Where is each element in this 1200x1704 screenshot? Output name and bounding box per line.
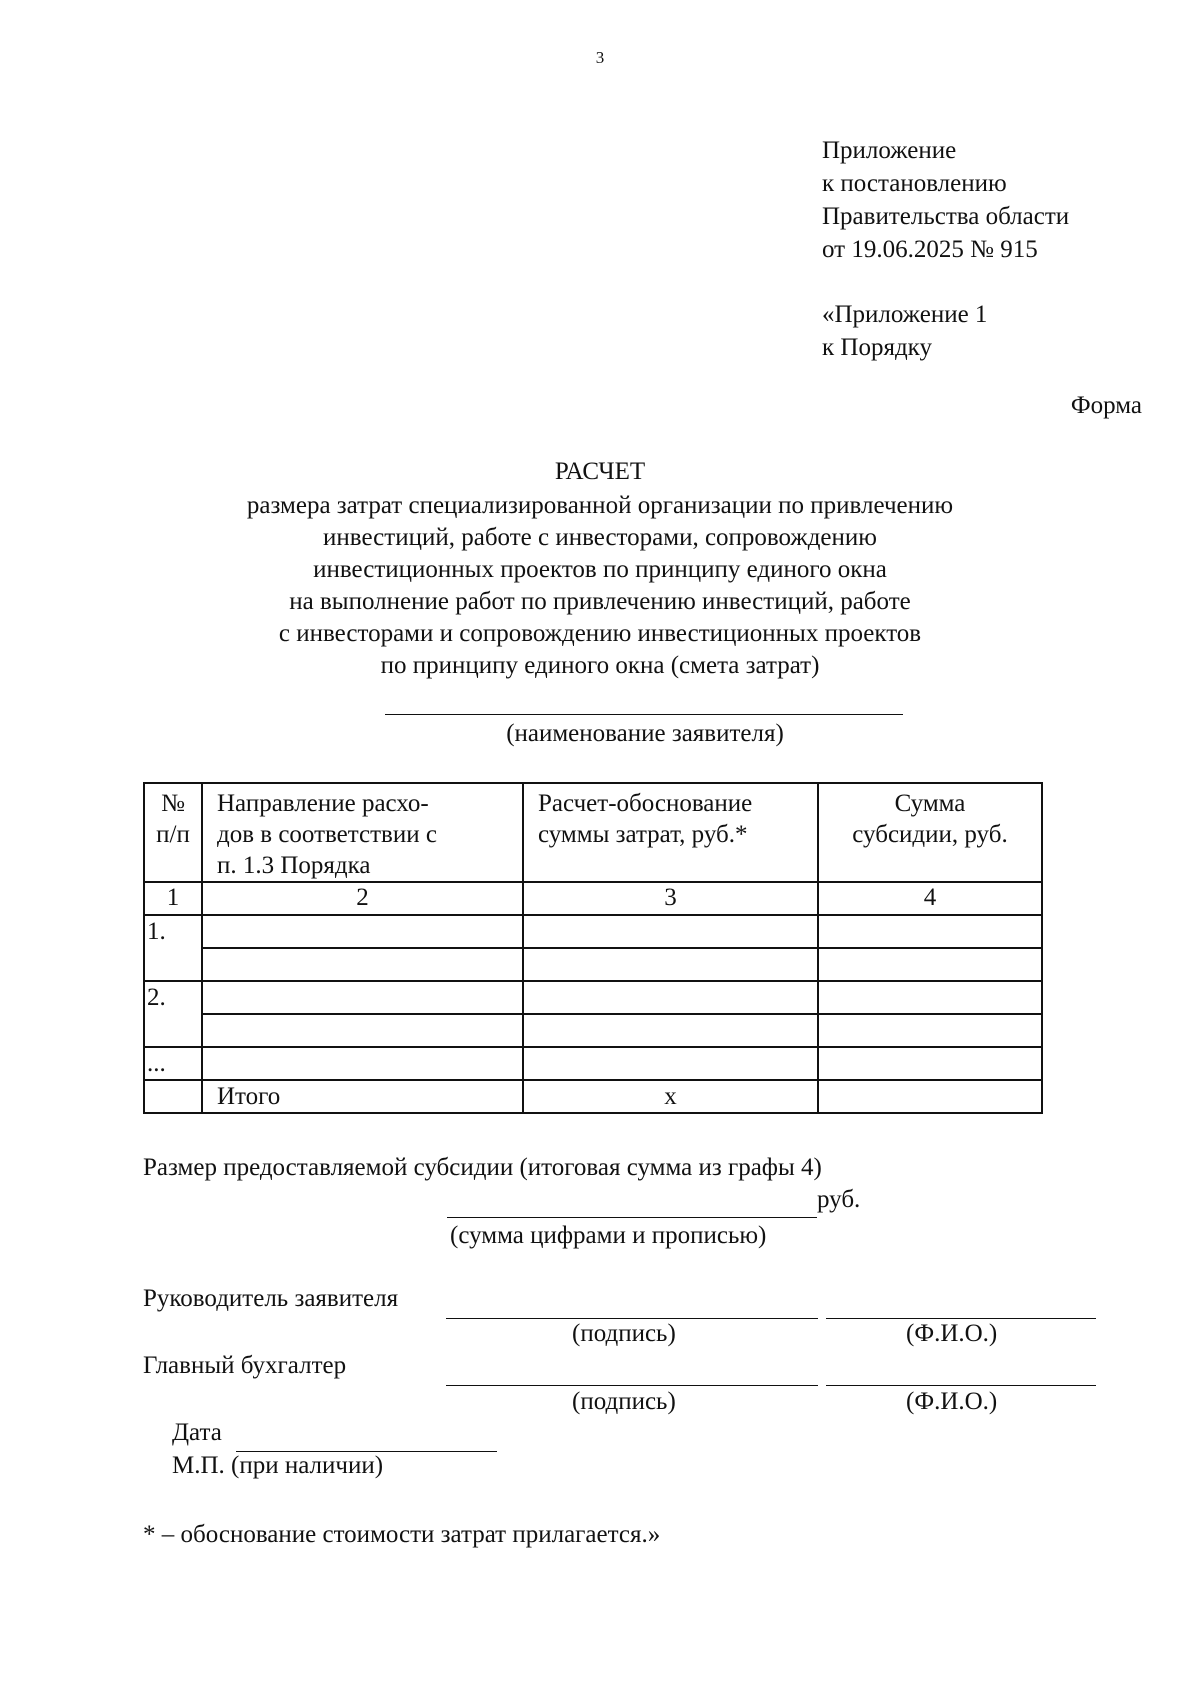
- table-row: [144, 948, 1042, 981]
- index-cell: 1: [144, 882, 202, 915]
- header-num-line: п/п: [156, 821, 190, 848]
- table-cell[interactable]: [523, 948, 818, 981]
- subsidy-amount-line[interactable]: [447, 1217, 817, 1218]
- table-row: [144, 1047, 1042, 1080]
- table-cell[interactable]: [202, 915, 523, 948]
- appendix-line: Приложение: [822, 137, 957, 164]
- page-number: 3: [595, 48, 605, 67]
- table-cell[interactable]: [523, 1014, 818, 1047]
- head-label: Руководитель заявителя: [143, 1285, 399, 1312]
- table-cell[interactable]: [202, 948, 523, 981]
- header-num: [144, 783, 202, 882]
- appendix-line: «Приложение 1: [822, 301, 988, 328]
- footnote: * – обоснование стоимости затрат прилагается.»: [143, 1521, 661, 1548]
- header-direction-line: дов в соответствии с: [217, 821, 437, 848]
- appendix-line: к постановлению: [822, 170, 1007, 197]
- total-calc-cell: х: [523, 1080, 818, 1113]
- header-direction-line: п. 1.3 Порядка: [217, 852, 371, 879]
- header-sum-line: Сумма: [894, 790, 966, 817]
- subtitle-line: инвестиций, работе с инвесторами, сопровождению: [323, 524, 877, 551]
- head-fio-line[interactable]: [826, 1318, 1096, 1319]
- table-total-row: [144, 1080, 1042, 1113]
- total-sum-cell[interactable]: [818, 1080, 1042, 1113]
- rub-label: руб.: [817, 1186, 861, 1213]
- table-header-row: [144, 783, 1042, 882]
- row-number: 1.: [144, 915, 202, 981]
- table-cell[interactable]: [202, 981, 523, 1014]
- fio-caption: (Ф.И.О.): [906, 1388, 998, 1415]
- appendix-line: от 19.06.2025 № 915: [822, 236, 1038, 263]
- signature-caption: (подпись): [572, 1388, 676, 1415]
- header-calc-line: Расчет-обоснование: [538, 790, 753, 817]
- header-num-line: №: [161, 790, 185, 817]
- accountant-fio-line[interactable]: [826, 1385, 1096, 1386]
- accountant-label: Главный бухгалтер: [143, 1352, 347, 1379]
- row-number: ...: [144, 1047, 202, 1080]
- total-label: Итого: [202, 1080, 523, 1113]
- applicant-name-line: [385, 714, 903, 715]
- table-row: [144, 981, 1042, 1014]
- header-sum-line: субсидии, руб.: [852, 821, 1008, 848]
- applicant-caption: (наименование заявителя): [506, 720, 784, 747]
- signature-caption: (подпись): [572, 1320, 676, 1347]
- table-cell: [144, 1080, 202, 1113]
- table-cell[interactable]: [523, 1047, 818, 1080]
- fio-caption: (Ф.И.О.): [906, 1320, 998, 1347]
- table-cell[interactable]: [818, 1047, 1042, 1080]
- table-cell[interactable]: [818, 948, 1042, 981]
- subtitle-line: размера затрат специализированной организации по привлечению: [246, 492, 954, 519]
- index-cell: 2: [202, 882, 523, 915]
- index-cell: 3: [523, 882, 818, 915]
- header-calc: [523, 783, 818, 882]
- subtitle-line: на выполнение работ по привлечению инвестиций, работе: [289, 588, 911, 615]
- document-title: РАСЧЕТ: [554, 458, 646, 485]
- cost-table: [143, 782, 1043, 1114]
- table-cell[interactable]: [818, 1014, 1042, 1047]
- document-subtitle: [0, 490, 1200, 682]
- date-label: Дата: [172, 1419, 222, 1446]
- table-cell[interactable]: [818, 915, 1042, 948]
- subtitle-line: по принципу единого окна (смета затрат): [380, 652, 820, 679]
- row-number: 2.: [144, 981, 202, 1047]
- header-sum: [818, 783, 1042, 882]
- table-row: [144, 1014, 1042, 1047]
- head-signature-line[interactable]: [446, 1318, 818, 1319]
- appendix-header: [822, 134, 1069, 266]
- table-cell[interactable]: [202, 1047, 523, 1080]
- table-cell[interactable]: [523, 915, 818, 948]
- header-calc-line: суммы затрат, руб.*: [538, 821, 748, 848]
- table-cell[interactable]: [202, 1014, 523, 1047]
- subtitle-line: инвестиционных проектов по принципу единого окна: [313, 556, 887, 583]
- table-cell[interactable]: [523, 981, 818, 1014]
- header-direction-line: Направление расхо-: [217, 790, 429, 817]
- table-index-row: [144, 882, 1042, 915]
- table-cell[interactable]: [818, 981, 1042, 1014]
- appendix-header-order: [822, 298, 987, 364]
- header-direction: [202, 783, 523, 882]
- form-label: Форма: [1070, 392, 1142, 419]
- accountant-signature-line[interactable]: [446, 1385, 818, 1386]
- table-row: [144, 915, 1042, 948]
- index-cell: 4: [818, 882, 1042, 915]
- appendix-line: Правительства области: [822, 203, 1070, 230]
- seal-label: М.П. (при наличии): [172, 1452, 384, 1479]
- subsidy-text: Размер предоставляемой субсидии (итоговая сумма из графы 4): [143, 1154, 822, 1181]
- subtitle-line: с инвесторами и сопровождению инвестиционных проектов: [278, 620, 922, 647]
- amount-caption: (сумма цифрами и прописью): [450, 1222, 767, 1249]
- appendix-line: к Порядку: [822, 334, 932, 361]
